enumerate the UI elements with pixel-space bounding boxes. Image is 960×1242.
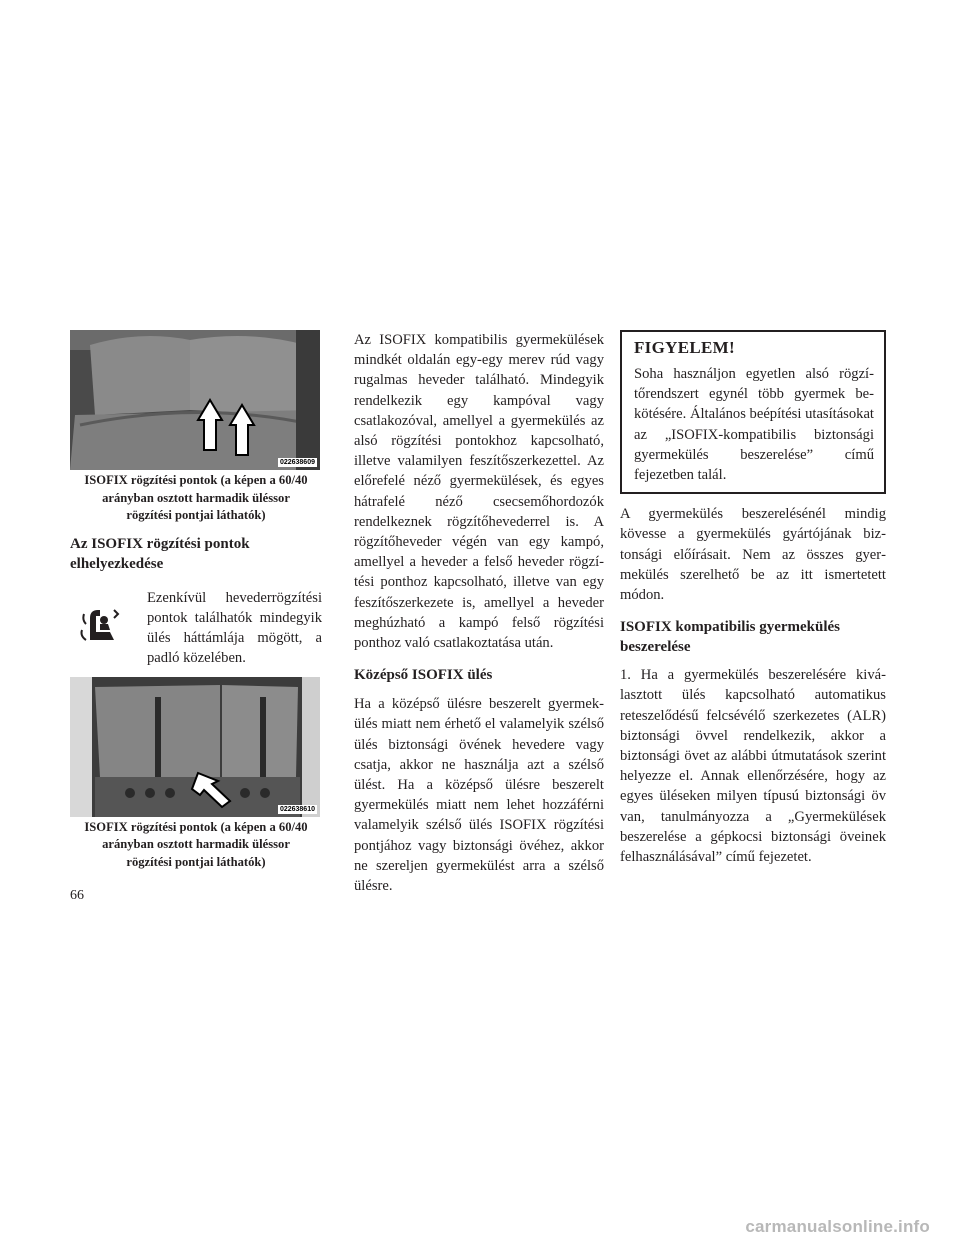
isofix-description: Az ISOFIX kompatibilis gyermekülések mindkét oldalán egy-egy merev rúd vagy rugalmas heveder található. Mindegyik rendelkezik egy kampóval vagy csatlakozóval, amellyel a gyermekülés az alsó rögzítési pontokhoz kapcsolható, illetve valamilyen feszítőszerkezettel. Az előrefelé néző gyermekülések, és egyes hátrafelé néző csecsemőhordozók rendelkeznek rögzítőhevederrel is. A rögzítőheveder végén van egy kampó, amellyel a heveder a felső heveder rögzítési ponthoz kapcsolható, illetve van egy feszítőszerkezete is, amellyel a heveder meghúzható a kampó felső rögzítési ponthoz való csatlakoztatása után.: [354, 332, 604, 652]
tether-note-text: Ezenkívül hevederrögzítési pontok találhatók mindegyik ülés háttámlája mögött, a padló közelében.: [147, 589, 322, 667]
figure-caption-2: ISOFIX rögzítési pontok (a képen a 60/40 arányban osztott harmadik üléssor rögzítési pontjai láthatók): [84, 819, 308, 869]
section-heading: Az ISOFIX rögzítési pontok elhelyezkedése: [70, 535, 250, 572]
isofix-anchors-photo-1: [70, 330, 320, 470]
rear-seat-illustration: [70, 330, 320, 470]
warning-title: FIGYELEM!: [634, 338, 735, 357]
right-column: [620, 330, 886, 867]
figure-caption-1: ISOFIX rögzítési pontok (a képen a 60/40 arányban osztott harmadik üléssor rögzítési pontjai láthatók): [84, 473, 308, 522]
child-seat-tether-icon: [80, 606, 120, 646]
middle-column: [354, 330, 604, 896]
isofix-anchors-photo-2: [70, 677, 320, 817]
page-number: 66: [70, 888, 84, 903]
installation-step-1: 1. Ha a gyermekülés beszerelésére kiválasztott ülés kapcsolható automatikus reteszelődésű felcsévélő szerkezetes (ALR) biztonsági övvel rendelkezik, akkor a biztonsági övet az alábbi útmutatások szerint helyezze el. Annak ellenőrzésére, hogy az egyes üléseken milyen típusú biztonsági öv van, tanulmányozza a „Gyermekülések beszerelése a gépkocsi biztonsági öveinek felhasználásával” című fejezetet.: [620, 667, 886, 866]
center-seat-heading: Középső ISOFIX ülés: [354, 667, 493, 684]
manufacturer-instructions: A gyermekülés beszerelésénél mindig kövesse a gyermekülés gyártójának biztonsági előírásait. Nem az összes gyermekülés szerelhető be az itt ismertetett módon.: [620, 506, 886, 604]
center-seat-text: Ha a középső ülésre beszerelt gyermekülés miatt nem érhető el valamelyik szélső ülés biztonsági övének hevedere vagy csatja, akkor ne használja azt a szélső ülést. Ha a középső ülésre beszerelt gyermekülés miatt nem lehet hozzáférni valamelyik szélső ülés ISOFIX rögzítési pontjához vagy biztonsági övéhez, akkor ne szereljen gyermekülést arra a szélső ülésre.: [354, 696, 604, 895]
warning-box: [620, 330, 886, 494]
watermark: carmanualsonline.info: [745, 1217, 930, 1236]
left-column: [70, 330, 322, 871]
tether-note: [70, 588, 322, 672]
rear-seatback-illustration: [70, 677, 320, 817]
warning-text: Soha használjon egyetlen alsó rögzítőrendszert egynél több gyermek bekötésére. Általános beépítési utasításokat az „ISOFIX-kompatibilis biztonsági gyermekülés beszerelése” című fejezetben talál.: [634, 366, 874, 484]
figure-code: 022638610: [279, 805, 315, 813]
figure-code: 022638609: [279, 459, 315, 466]
installation-heading: ISOFIX kompatibilis gyermekülés beszerelése: [620, 619, 841, 656]
